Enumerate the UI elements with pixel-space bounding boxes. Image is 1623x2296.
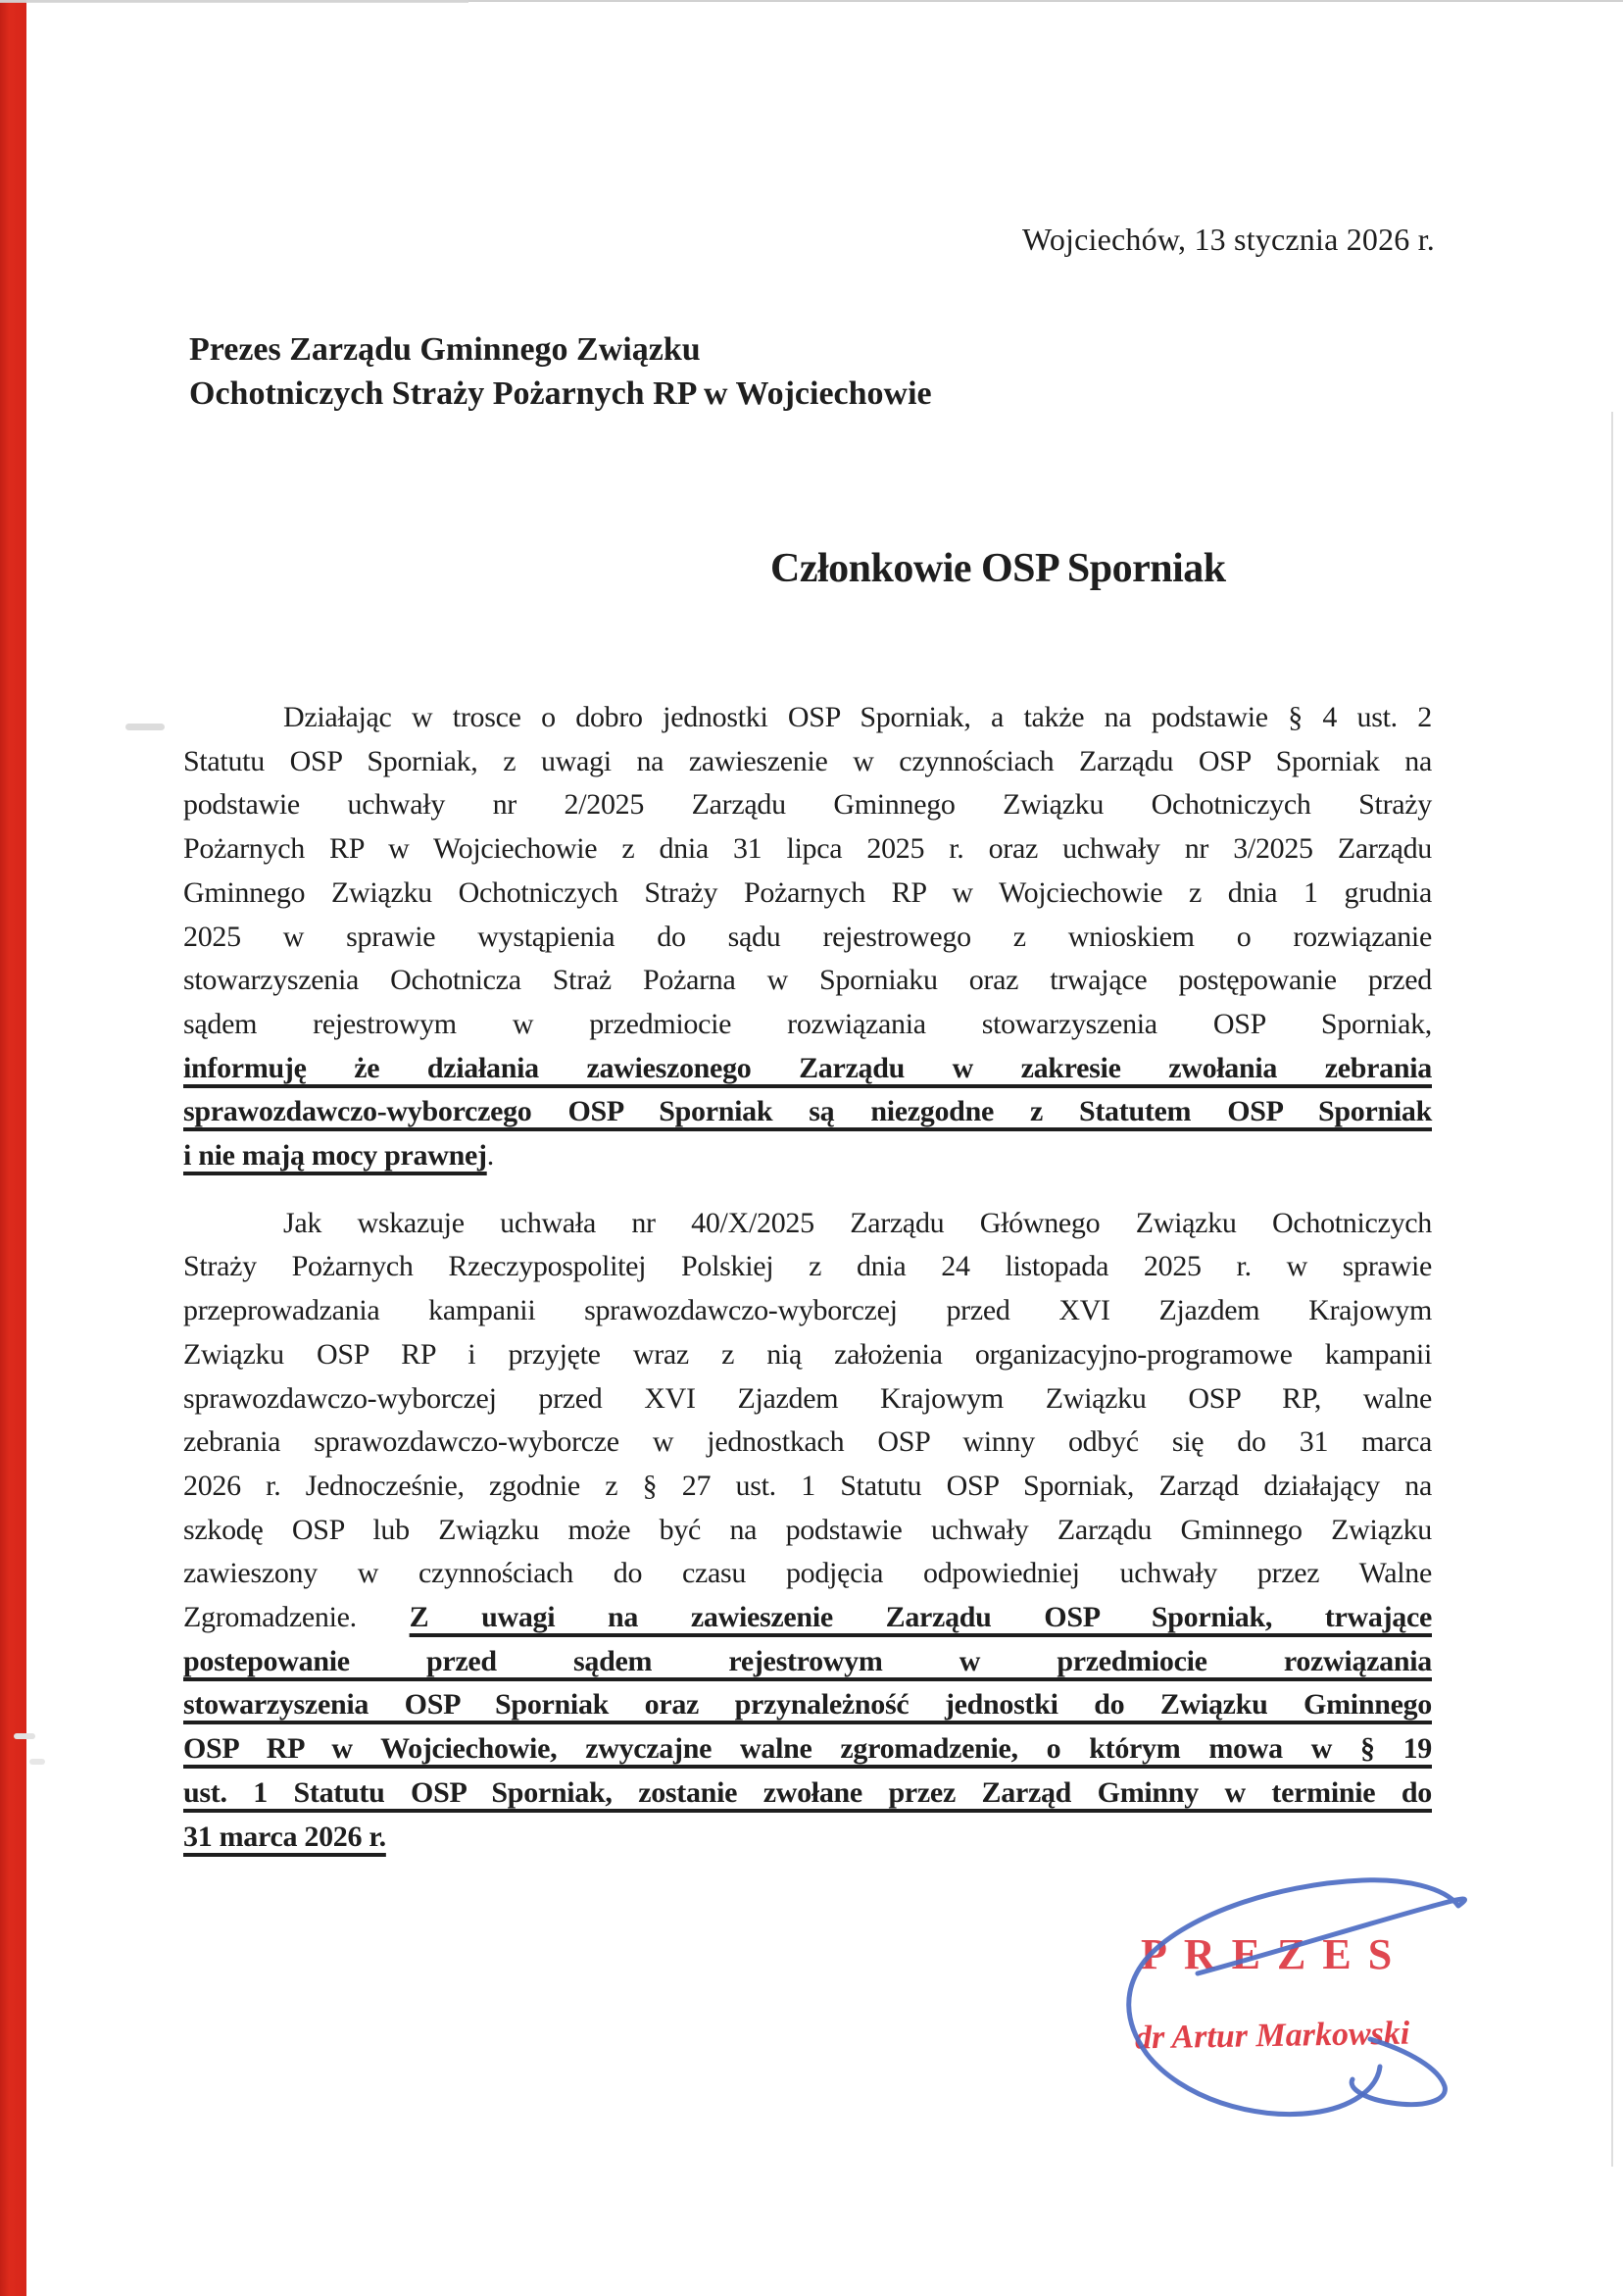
- body-line: [183, 1683, 1432, 1727]
- body-line: [183, 696, 1432, 740]
- letter-body: [183, 696, 1432, 1859]
- body-text: przeprowadzania kampanii sprawozdawczo-wyborczej przed XVI Zjazdem Krajowym: [183, 1294, 1432, 1327]
- body-text: podstawie uchwały nr 2/2025 Zarządu Gminnego Związku Ochotniczych Straży: [183, 788, 1432, 822]
- body-line: [183, 1377, 1432, 1422]
- addressee-line: Prezes Zarządu Gminnego Związku: [189, 331, 701, 368]
- addressee-block: [189, 327, 932, 416]
- body-line: [183, 1552, 1432, 1596]
- emphasized-text: postepowanie przed sądem rejestrowym w przedmiocie rozwiązania: [183, 1644, 1432, 1677]
- scan-artifact-speck: [29, 1759, 45, 1765]
- body-text: sądem rejestrowym w przedmiocie rozwiązania stowarzyszenia OSP Sporniak,: [183, 1007, 1432, 1040]
- body-line: [183, 1047, 1432, 1091]
- body-line: [183, 1333, 1432, 1377]
- body-line: [183, 916, 1432, 960]
- body-text: Statutu OSP Sporniak, z uwagi na zawieszenie w czynnościach Zarządu OSP Sporniak na: [183, 744, 1432, 777]
- body-paragraph: [183, 1202, 1432, 1860]
- body-paragraph: [183, 696, 1432, 1178]
- body-line: [183, 1289, 1432, 1333]
- body-line: [183, 1816, 1432, 1860]
- addressee-line: Ochotniczych Straży Pożarnych RP w Wojciechowie: [189, 375, 932, 412]
- body-text: stowarzyszenia Ochotnicza Straż Pożarna w Sporniaku oraz trwające postępowanie przed: [183, 964, 1432, 997]
- scan-artifact-vertical-line: [1611, 412, 1613, 2167]
- body-line: [183, 872, 1432, 916]
- emphasized-text: OSP RP w Wojciechowie, zwyczajne walne zgromadzenie, o którym mowa w § 19: [183, 1732, 1432, 1766]
- emphasized-text: stowarzyszenia OSP Sporniak oraz przynależność jednostki do Związku Gminnego: [183, 1688, 1432, 1722]
- body-line: [183, 1421, 1432, 1465]
- body-text: 2025 w sprawie wystąpienia do sądu rejestrowego z wnioskiem o rozwiązanie: [183, 920, 1432, 953]
- body-line: [183, 959, 1432, 1003]
- emphasized-text: 31 marca 2026 r.: [183, 1820, 386, 1853]
- body-text: Jak wskazuje uchwała nr 40/X/2025 Zarządu Głównego Związku Ochotniczych: [283, 1206, 1432, 1239]
- body-text: szkodę OSP lub Związku może być na podstawie uchwały Zarządu Gminnego Związku: [183, 1513, 1432, 1546]
- body-line: [183, 1202, 1432, 1246]
- pen-signature-main-loop: [1129, 1880, 1465, 2115]
- body-text: 2026 r. Jednocześnie, zgodnie z § 27 ust. 1 Statutu OSP Sporniak, Zarząd działający na: [183, 1469, 1432, 1502]
- stamp-name: dr Artur Markowski: [1134, 2015, 1410, 2057]
- scan-artifact-horizontal-smudge: [0, 0, 468, 3]
- body-line: [183, 740, 1432, 784]
- body-text: zawieszony w czynnościach do czasu podjęcia odpowiedniej uchwały przez Walne: [183, 1557, 1432, 1590]
- body-line: [183, 1772, 1432, 1816]
- body-text: Pożarnych RP w Wojciechowie z dnia 31 lipca 2025 r. oraz uchwały nr 3/2025 Zarządu: [183, 832, 1432, 866]
- body-line: [183, 1134, 1432, 1178]
- body-text: Straży Pożarnych Rzeczypospolitej Polskiej z dnia 24 listopada 2025 r. w sprawie: [183, 1250, 1432, 1283]
- body-line: [183, 1090, 1432, 1134]
- body-text: Gminnego Związku Ochotniczych Straży Pożarnych RP w Wojciechowie z dnia 1 grudnia: [183, 875, 1432, 909]
- body-text: Związku OSP RP i przyjęte wraz z nią założenia organizacyjno-programowe kampanii: [183, 1337, 1432, 1371]
- body-line: [183, 827, 1432, 872]
- body-text: sprawozdawczo-wyborczej przed XVI Zjazdem Krajowym Związku OSP RP, walne: [183, 1381, 1432, 1415]
- scan-artifact-speck: [125, 724, 165, 730]
- scan-artifact-horizontal-line: [0, 0, 1623, 2]
- body-text: zebrania sprawozdawczo-wyborcze w jednostkach OSP winny odbyć się do 31 marca: [183, 1425, 1432, 1459]
- body-line: [183, 1003, 1432, 1047]
- left-red-scan-stripe: [0, 0, 26, 2296]
- body-text: Działając w trosce o dobro jednostki OSP Sporniak, a także na podstawie § 4 ust. 2: [283, 701, 1432, 733]
- body-text: .: [486, 1139, 494, 1173]
- emphasized-text: ust. 1 Statutu OSP Sporniak, zostanie zwołane przez Zarząd Gminny w terminie do: [183, 1775, 1432, 1809]
- emphasized-text: sprawozdawczo-wyborczego OSP Sporniak są niezgodne z Statutem OSP Sporniak: [183, 1095, 1432, 1128]
- pen-signature-flourish: [1352, 2039, 1445, 2105]
- body-line: [183, 1245, 1432, 1289]
- body-text: Zgromadzenie.: [183, 1601, 410, 1634]
- salutation-heading: Członkowie OSP Sporniak: [770, 546, 1226, 591]
- body-line: [183, 783, 1432, 827]
- emphasized-text: i nie mają mocy prawnej: [183, 1139, 487, 1173]
- emphasized-text: informuję że działania zawieszonego Zarządu w zakresie zwołania zebrania: [183, 1051, 1432, 1084]
- body-line: [183, 1727, 1432, 1772]
- body-line: [183, 1640, 1432, 1684]
- emphasized-text: Z uwagi na zawieszenie Zarządu OSP Sporniak, trwające: [409, 1601, 1432, 1634]
- body-line: [183, 1509, 1432, 1553]
- date-line: Wojciechów, 13 stycznia 2026 r.: [1022, 222, 1435, 257]
- stamp-title: PREZES: [1141, 1930, 1409, 1978]
- body-line: [183, 1596, 1432, 1640]
- body-line: [183, 1465, 1432, 1509]
